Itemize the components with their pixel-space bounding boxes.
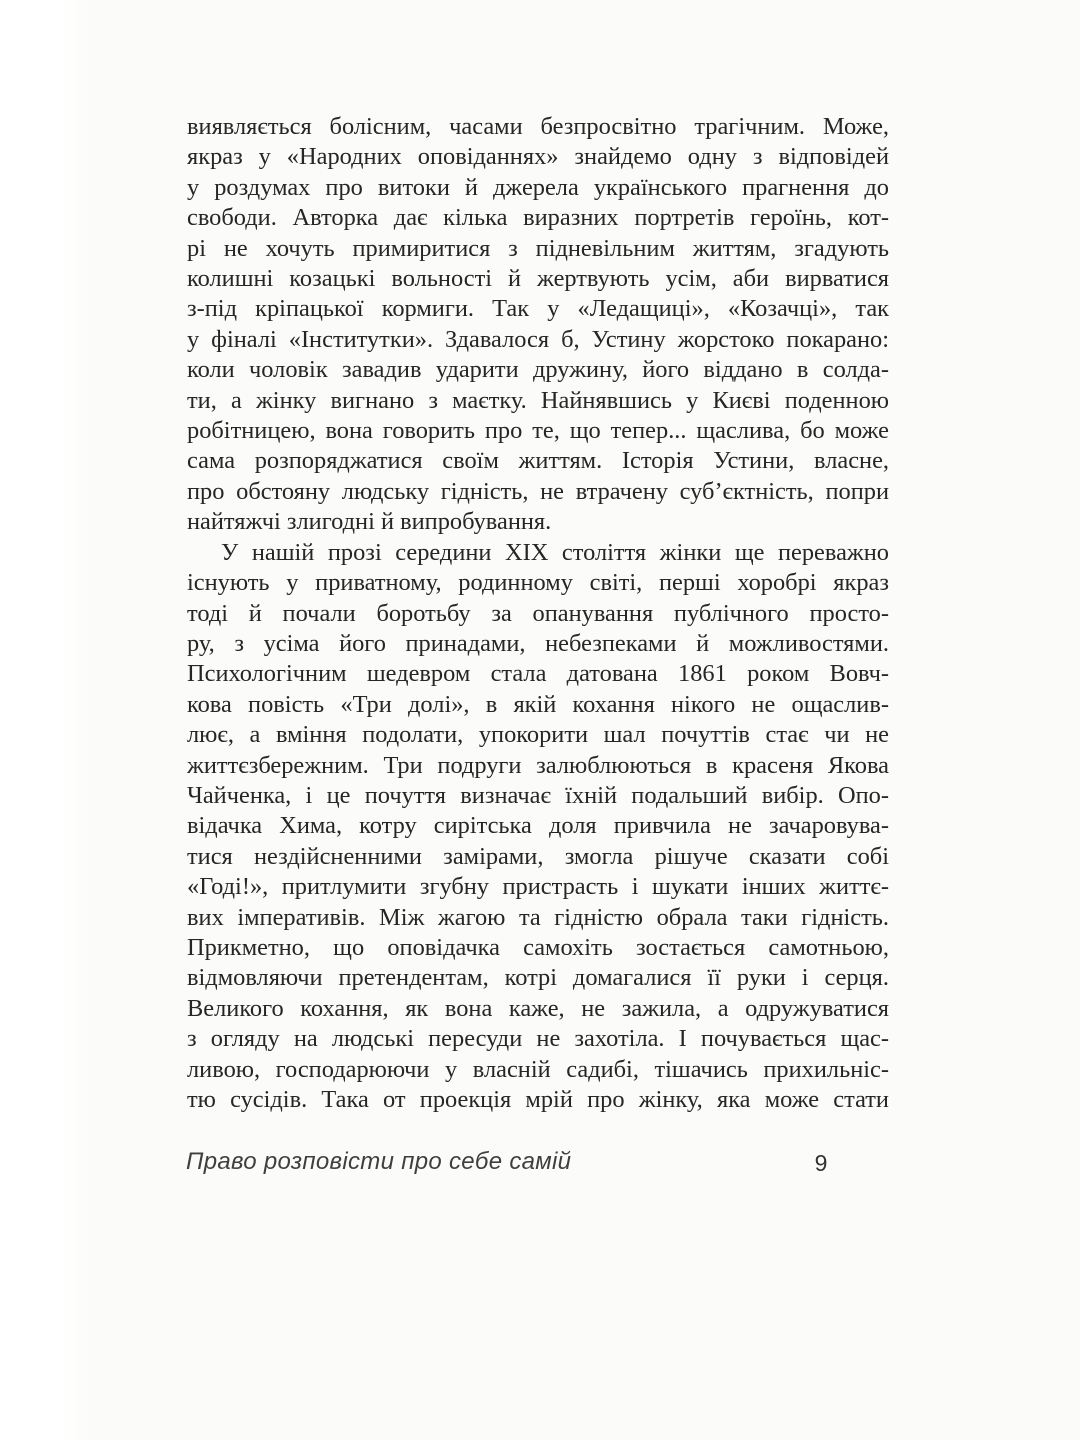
text-line: лює, а вміння подолати, упокорити шал почуттів стає чи не bbox=[187, 721, 889, 749]
running-title: Право розповісти про себе самій bbox=[186, 1148, 572, 1175]
text-line: Прикметно, що оповідачка самохіть зостається самотньою, bbox=[187, 933, 889, 961]
page-number: 9 bbox=[814, 1150, 828, 1176]
text-line: колишні козацькі вольності й жертвують усім, аби вирватися bbox=[187, 265, 889, 293]
text-line: існують у приватному, родинному світі, перші хоробрі якраз bbox=[187, 569, 889, 597]
text-line: відмовляючи претендентам, котрі домагалися її руки і серця. bbox=[187, 964, 889, 992]
text-line: тоді й почали боротьбу за опанування публічного просто- bbox=[187, 599, 889, 627]
text-line: у роздумах про витоки й джерела українського прагнення до bbox=[187, 173, 889, 201]
text-line: кова повість «Три долі», в якій кохання нікого не ощаслив- bbox=[187, 690, 889, 718]
text-line: найтяжчі злигодні й випробування. bbox=[187, 508, 552, 536]
text-line: «Годі!», притлумити згубну пристрасть і шукати інших життє- bbox=[187, 873, 889, 901]
text-line: Великого кохання, як вона каже, не зажила, а одружуватися bbox=[187, 994, 889, 1022]
page-text-block bbox=[187, 112, 889, 1115]
text-line: ливою, господарюючи у власній садибі, тішачись прихильніс- bbox=[187, 1055, 889, 1083]
text-line: сама розпоряджатися своїм життям. Історія Устини, власне, bbox=[187, 447, 889, 475]
text-line: У нашій прозі середини XIX століття жінки ще переважно bbox=[221, 538, 889, 566]
text-line: Психологічним шедевром стала датована 1861 роком Вовч- bbox=[187, 660, 889, 688]
text-line: ру, з усіма його принадами, небезпеками й можливостями. bbox=[187, 629, 889, 657]
text-line: життєзбережним. Три подруги залюблюються в красеня Якова bbox=[187, 751, 889, 779]
text-line: тися нездійсненними замірами, змогла рішуче сказати собі bbox=[187, 842, 889, 870]
text-line: про обстояну людську гідність, не втрачену субʼєктність, попри bbox=[187, 477, 889, 505]
text-line: у фіналі «Інститутки». Здавалося б, Устину жорстоко покарано: bbox=[187, 325, 889, 353]
text-line: тю сусідів. Така от проекція мрій про жінку, яка може стати bbox=[187, 1086, 889, 1113]
text-line: робітницею, вона говорить про те, що тепер... щаслива, бо може bbox=[187, 417, 889, 445]
text-line: відачка Хима, котру сирітська доля привчила не зачаровува- bbox=[187, 812, 889, 840]
text-line: рі не хочуть примиритися з підневільним життям, згадують bbox=[187, 234, 889, 262]
paragraph-2 bbox=[187, 538, 889, 1116]
text-line: вих імперативів. Між жагою та гідністю обрала таки гідність. bbox=[187, 903, 889, 931]
text-line: коли чоловік завадив ударити дружину, його віддано в солда- bbox=[187, 356, 889, 384]
text-line: виявляється болісним, часами безпросвітно трагічним. Може, bbox=[187, 113, 889, 140]
text-line: свободи. Авторка дає кілька виразних портретів героїнь, кот- bbox=[187, 204, 889, 232]
paragraph-1 bbox=[187, 112, 889, 538]
text-line: з-під кріпацької кормиги. Так у «Ледащиці», «Козачці», так bbox=[187, 295, 889, 323]
text-line: з огляду на людські пересуди не захотіла. І почувається щас- bbox=[187, 1025, 889, 1053]
text-line: ти, а жінку вигнано з маєтку. Найнявшись у Києві поденною bbox=[187, 386, 889, 414]
text-line: Чайченка, і це почуття визначає їхній подальший вибір. Опо- bbox=[187, 781, 889, 809]
text-line: якраз у «Народних оповіданнях» знайдемо одну з відповідей bbox=[187, 143, 889, 171]
